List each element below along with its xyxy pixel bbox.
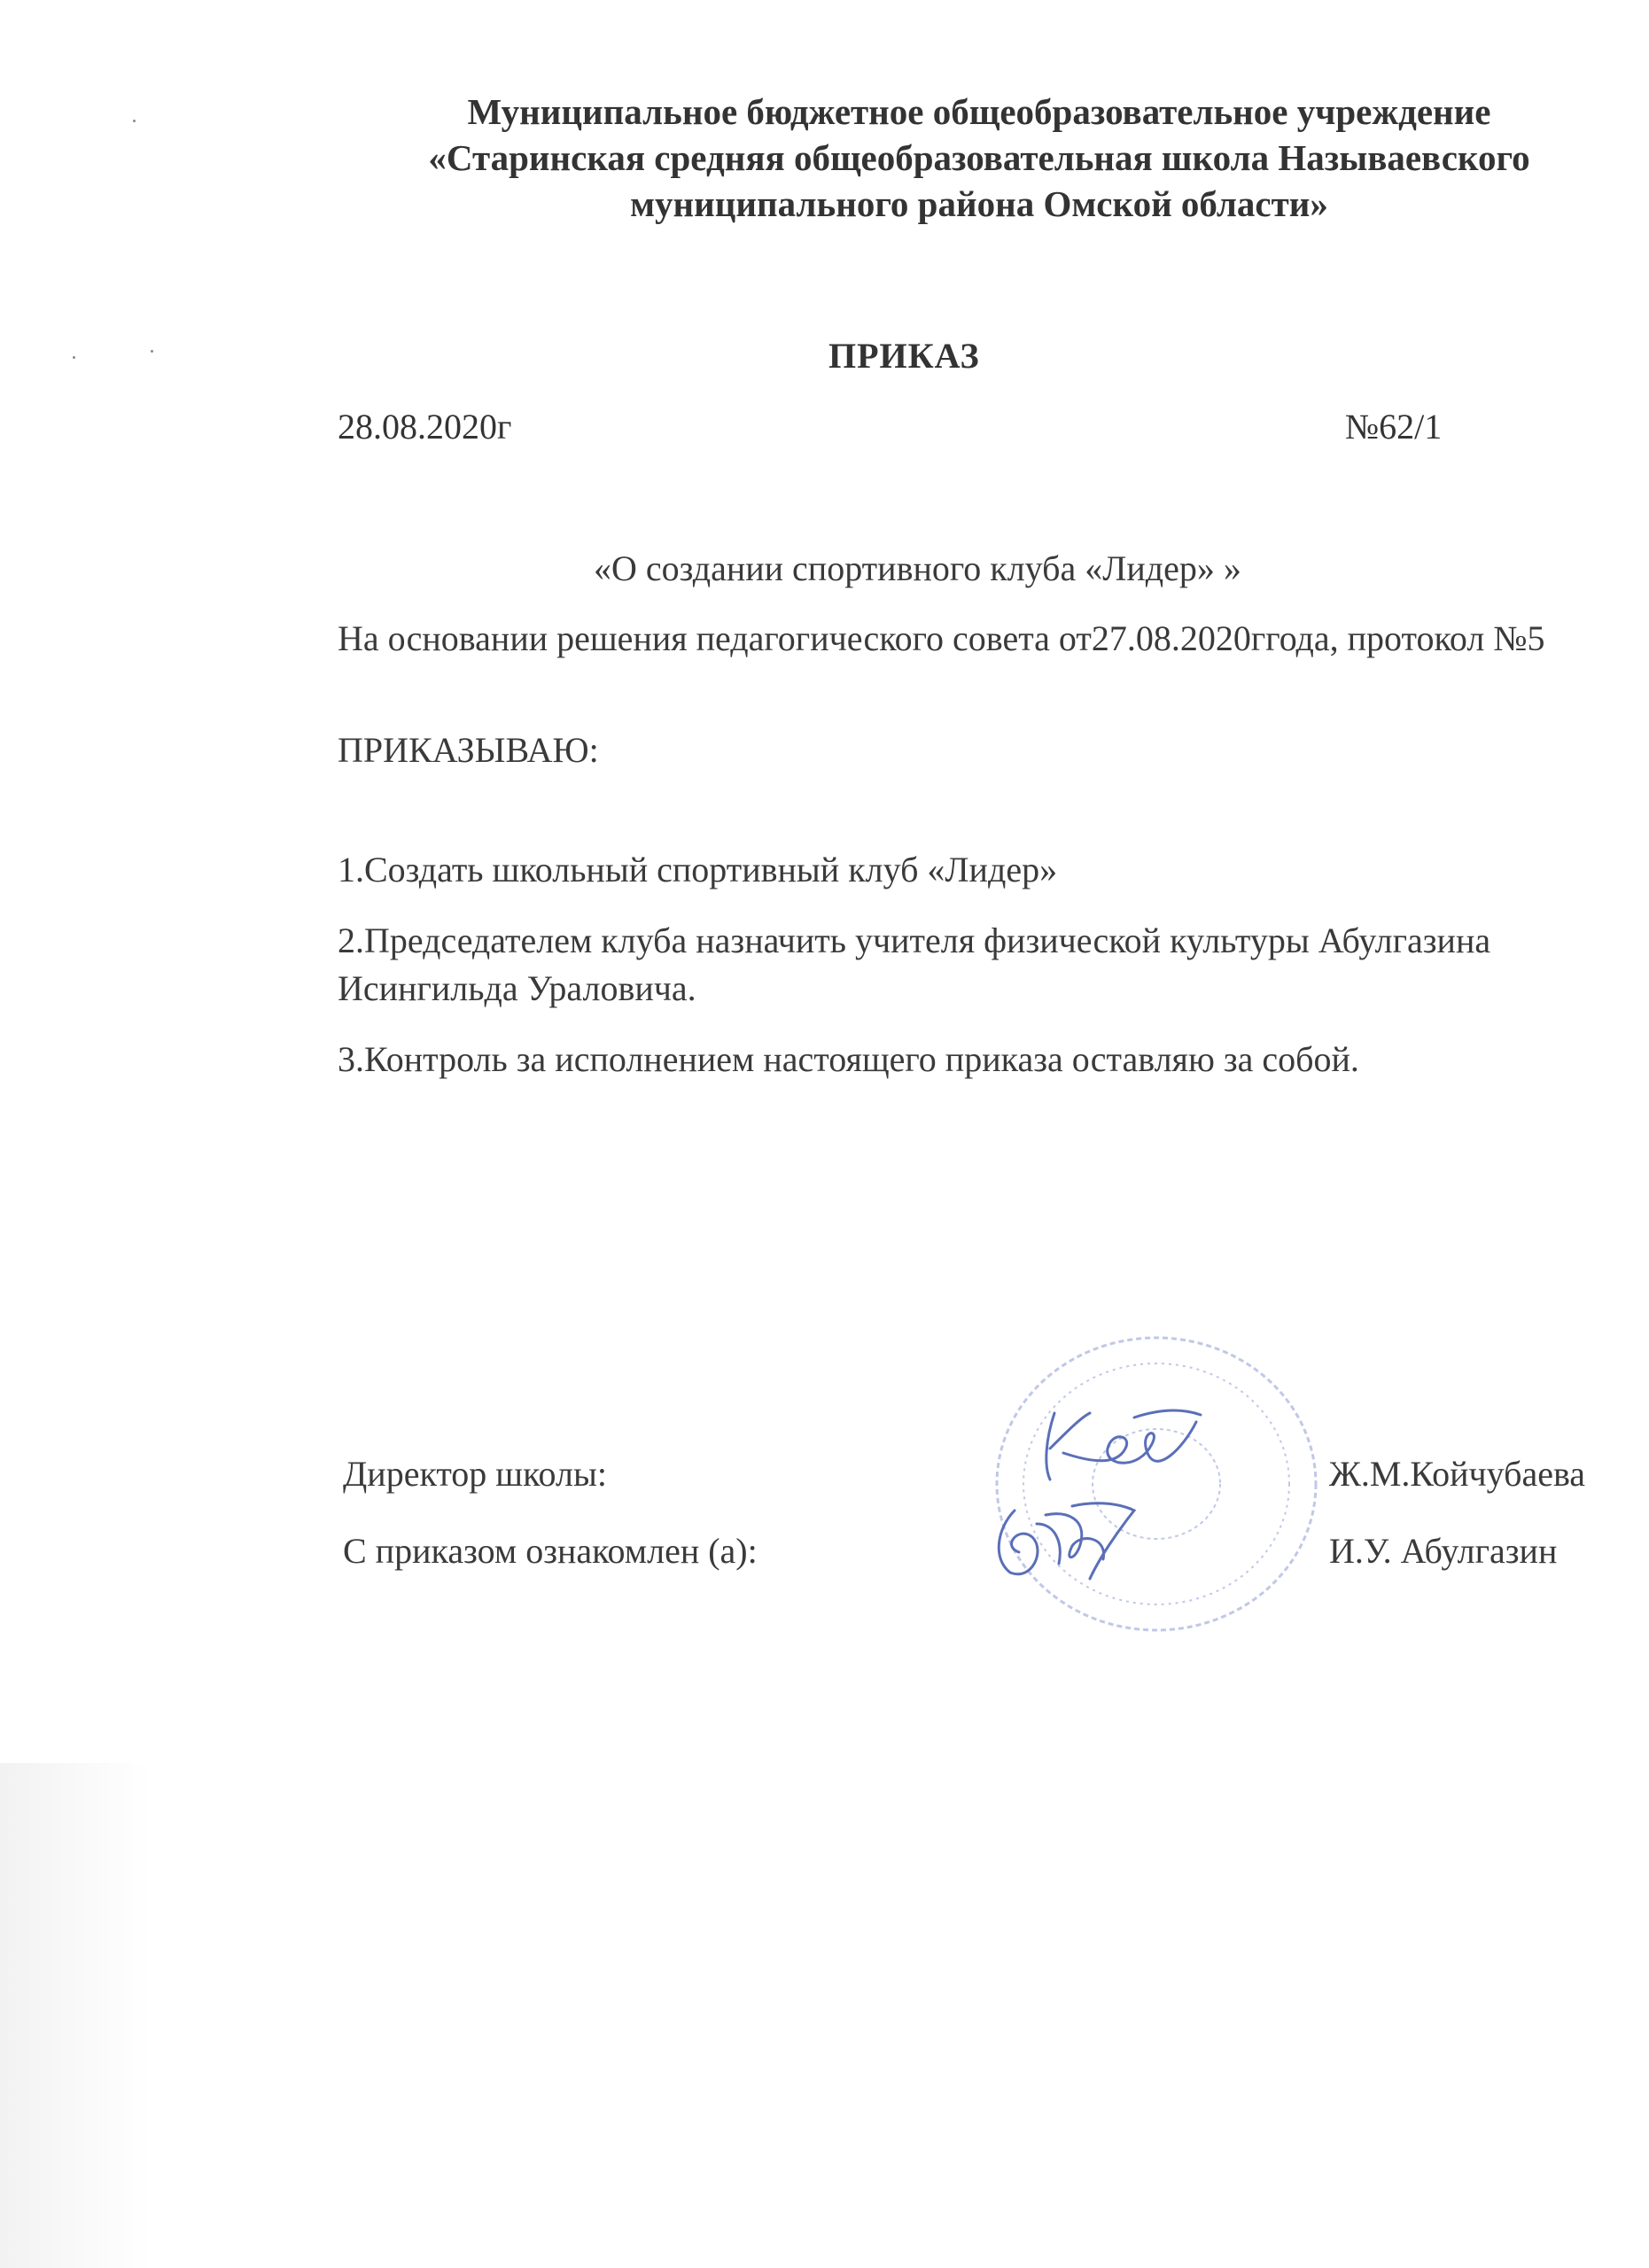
scan-edge-shadow — [0, 1763, 151, 2268]
document-title: ПРИКАЗ — [828, 336, 980, 376]
order-item: 3.Контроль за исполнением настоящего приказа оставляю за собой. — [338, 1039, 1359, 1079]
order-items — [338, 846, 1605, 1107]
header-line-2: «Старинская средняя общеобразовательная школа Называевского — [428, 137, 1530, 178]
document-date: 28.08.2020г — [338, 407, 512, 447]
header-line-1: Муниципальное бюджетное общеобразовательное учреждение — [467, 91, 1491, 132]
order-subject: «О создании спортивного клуба «Лидер» » — [594, 548, 1241, 588]
order-item: 2.Председателем клуба назначить учителя физической культуры Абулгазина Исингильда Ураловича. — [338, 920, 1491, 1008]
order-item: 1.Создать школьный спортивный клуб «Лидер» — [338, 850, 1058, 889]
document-number: №62/1 — [1345, 407, 1443, 447]
acknowledgement-signature-icon — [984, 1497, 1152, 1586]
acknowledgement-name: И.У. Абулгазин — [1329, 1531, 1558, 1571]
director-signature-icon — [1028, 1395, 1205, 1493]
header-line-3: муниципального района Омской области» — [630, 183, 1328, 224]
scan-speck — [151, 350, 153, 353]
scan-speck — [73, 356, 75, 359]
scan-speck — [133, 120, 136, 122]
order-basis: На основании решения педагогического совета от27.08.2020ггода, протокол №5 — [338, 618, 1545, 658]
organization-header — [337, 89, 1622, 227]
acknowledgement-label: С приказом ознакомлен (а): — [343, 1531, 758, 1571]
order-directive: ПРИКАЗЫВАЮ: — [338, 730, 599, 770]
director-name: Ж.М.Койчубаева — [1329, 1454, 1586, 1494]
director-label: Директор школы: — [343, 1454, 607, 1494]
